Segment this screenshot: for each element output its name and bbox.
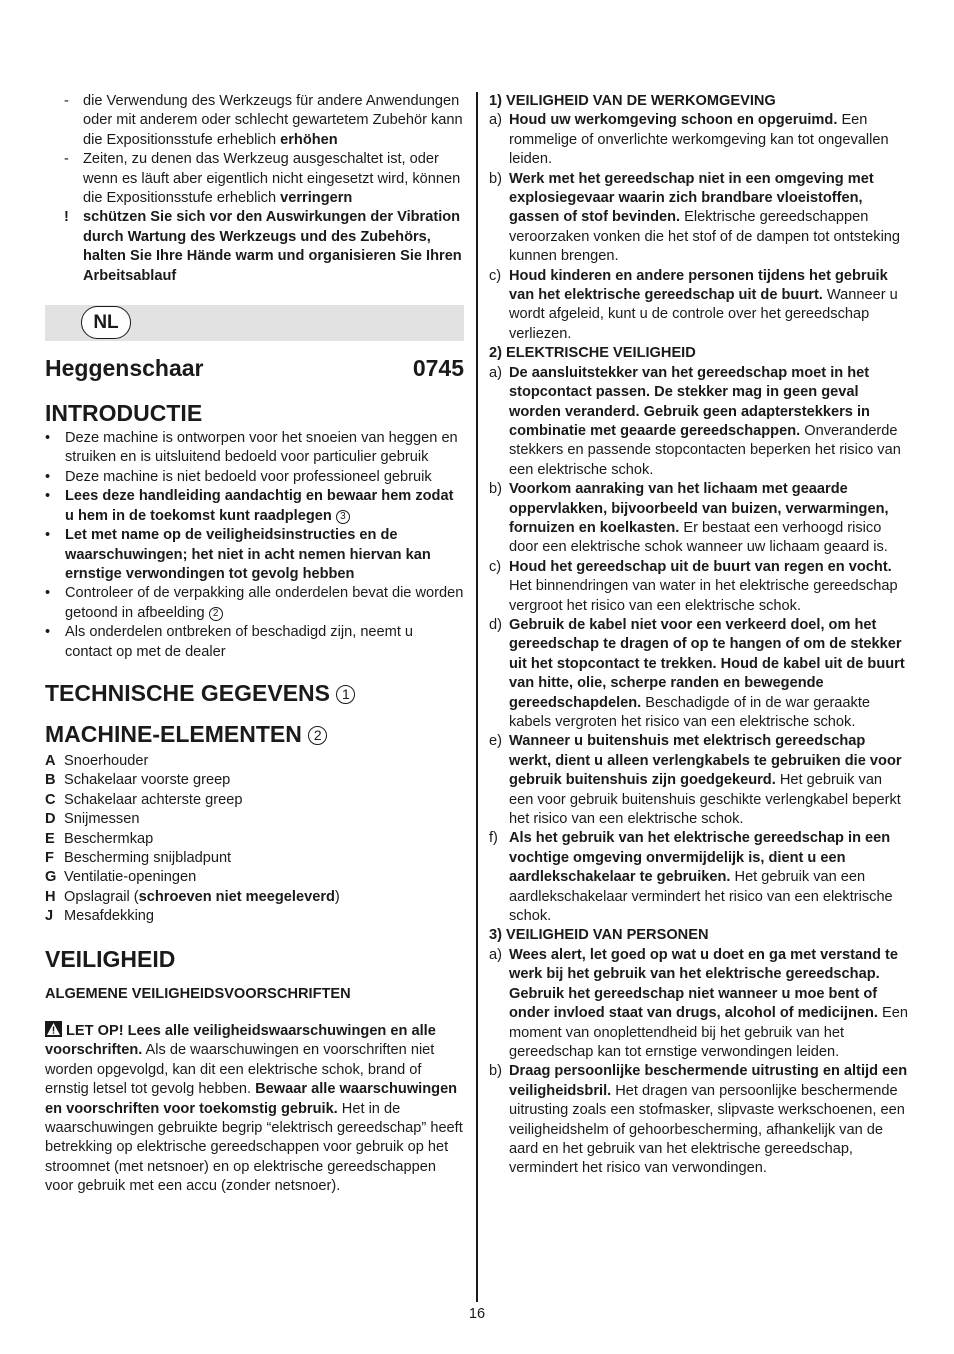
list-item: J Mesafdekking	[45, 908, 155, 925]
product-code: 0745	[412, 355, 464, 382]
list-item: • Deze machine is ontworpen voor het snoeien van heggen en struiken en is uitsluitend bedoeld voor particulier gebruik	[45, 430, 458, 466]
column-divider	[476, 92, 478, 1302]
list-item: B Schakelaar voorste greep	[45, 772, 231, 789]
right-column	[489, 92, 909, 1179]
figure-ref: 3	[336, 510, 350, 524]
list-item: G Ventilatie-openingen	[45, 869, 197, 886]
list-item: • Let met name op de veiligheidsinstructies en de waarschuwingen; het niet in acht nemen hiervan kan ernstige verwondingen tot gevolg hebben	[45, 527, 431, 582]
page-number: 16	[468, 1306, 486, 1322]
list-item: F Bescherming snijbladpunt	[45, 849, 232, 866]
language-badge: NL	[81, 306, 131, 339]
list-item: ! schützen Sie sich vor den Auswirkungen der Vibration durch Wartung des Werkzeugs und des Zubehörs, halten Sie Ihre Hände warm und organisieren Sie Ihren Arbeitsablauf	[64, 209, 462, 284]
exclamation-marker: !	[64, 209, 69, 226]
list-item: a) De aansluitstekker van het gereedschap moet in het stopcontact passen. De stekker mag in geen geval worden veranderd. Gebruik geen adapterstekkers in combinatie met geaarde gereedschappen. Onveranderde stekkers en passende stopcontacten beperken het risico van een elektrische schok.	[489, 364, 901, 478]
list-item: c) Houd kinderen en andere personen tijdens het gebruik van het elektrische gereedschap uit de buurt. Wanneer u wordt afgeleid, kunt u de controle over het gereedschap verliezen.	[489, 267, 898, 342]
product-title-row	[45, 354, 464, 382]
warning-icon	[45, 1021, 62, 1037]
machine-heading: MACHINE-ELEMENTEN 2	[45, 720, 464, 748]
list-item: a) Houd uw werkomgeving schoon en opgeruimd. Een rommelige of onverlichte werkomgeving kan tot ongevallen leiden.	[489, 112, 889, 168]
warning-paragraph: LET OP! Lees alle veiligheidswaarschuwingen en alle voorschriften. Als de waarschuwingen en voorschriften niet worden opgevolgd, kan dit een elektrische schok, brand of ernstig letsel tot gevolg hebben. Bewaar alle waarschuwingen en voorschriften voor toekomstig gebruik. Het in de waarschuwingen gebruikte begrip “elektrisch gereedschap” heeft betrekking op elektrische gereedschappen voor gebruik op het stroomnet (met netsnoer) en op elektrische gereedschappen voor gebruik met een accu (zonder netsnoer).	[45, 1023, 463, 1195]
list-item: D Snijmessen	[45, 811, 140, 828]
left-column	[45, 92, 464, 1197]
list-item: d) Gebruik de kabel niet voor een verkeerd doel, om het gereedschap te dragen of op te hangen of om de stekker uit het stopcontact te trekken. Houd de kabel uit de buurt van hitte, olie, scherpe randen en bewegende gereedschapdelen. Beschadigde of in de war geraakte kabels vergroten het risico van een elektrische schok.	[489, 616, 905, 730]
list-item: H Opslagrail (schroeven niet meegeleverd)	[45, 888, 340, 905]
figure-ref: 1	[336, 685, 355, 704]
section-heading: 2) ELEKTRISCHE VEILIGHEID	[489, 345, 696, 362]
figure-ref: 2	[209, 607, 223, 621]
list-item: a) Wees alert, let goed op wat u doet en ga met verstand te werk bij het gebruik van het elektrische gereedschap. Gebruik het gereedschap niet wanneer u moe bent of onder invloed staat van drugs, alcohol of medicijnen. Een moment van onoplettendheid bij het gebruik van het gereedschap kan tot ernstige verwondingen leiden.	[489, 946, 908, 1060]
list-item: • Lees deze handleiding aandachtig en bewaar hem zodat u hem in de toekomst kunt raadplegen 3	[45, 488, 454, 524]
list-item: b) Werk met het gereedschap niet in een omgeving met explosiegevaar waarin zich brandbare vloeistoffen, gassen of stof bevinden. Elektrische gereedschappen veroorzaken vonken die het stof of de dampen tot ontsteking kunnen brengen.	[489, 170, 901, 265]
list-item: c) Houd het gereedschap uit de buurt van regen en vocht. Het binnendringen van water in het elektrische gereedschap vergroot het risico van een elektrische schok.	[489, 558, 898, 614]
dash-marker: -	[64, 93, 69, 109]
list-item: • Controleer of de verpakking alle onderdelen bevat die worden getoond in afbeelding 2	[45, 585, 464, 621]
figure-ref: 2	[308, 726, 327, 745]
parts-list	[45, 752, 464, 927]
list-item: e) Wanneer u buitenshuis met elektrisch gereedschap werkt, dient u alleen verlengkabels te gebruiken die voor gebruik buitenshuis zijn goedgekeurd. Het gebruik van een voor gebruik buitenshuis geschikte verlengkabel beperkt het risico van een elektrische schok.	[489, 733, 902, 828]
dash-marker: -	[64, 151, 69, 168]
list-item: f) Als het gebruik van het elektrische gereedschap in een vochtige omgeving onvermijdelijk is, dient u een aardlekschakelaar te gebruiken. Het gebruik van een aardlekschakelaar vermindert het risico van een elektrische schok.	[489, 830, 893, 925]
product-title: Heggenschaar	[45, 355, 204, 382]
list-item: E Beschermkap	[45, 830, 154, 847]
list-item: b) Draag persoonlijke beschermende uitrusting en altijd een veiligheidsbril. Het dragen van persoonlijke beschermende uitrusting zoals een stofmasker, slipvaste werkschoenen, een veiligheidshelm of gehoorbescherming, afhankelijk van de aard en het gebruik van het elektrische gereedschap, vermindert het risico van verwondingen.	[489, 1063, 908, 1177]
intro-heading: INTRODUCTIE	[45, 400, 203, 427]
language-bar	[45, 305, 464, 341]
list-item: C Schakelaar achterste greep	[45, 791, 243, 808]
general-heading: ALGEMENE VEILIGHEIDSVOORSCHRIFTEN	[45, 985, 351, 1002]
list-item: A Snoerhouder	[45, 752, 149, 769]
list-item: • Deze machine is niet bedoeld voor professioneel gebruik	[45, 468, 432, 485]
tech-heading: TECHNISCHE GEGEVENS 1	[45, 679, 464, 707]
intro-list	[45, 429, 464, 662]
list-item: b) Voorkom aanraking van het lichaam met geaarde oppervlakken, bijvoorbeeld van buizen, verwarmingen, fornuizen en koelkasten. Er bestaat een verhoogd risico door een elektrische schok wanneer uw lichaam geaard is.	[489, 481, 889, 556]
dash-list	[45, 92, 464, 286]
list-item: - Zeiten, zu denen das Werkzeug ausgeschaltet ist, oder wenn es läuft aber eigentlich nicht eingesetzt wird, können die Expositionsstufe erheblich verringern	[64, 151, 461, 207]
safety-heading: VEILIGHEID	[45, 945, 176, 972]
section-heading: 1) VEILIGHEID VAN DE WERKOMGEVING	[489, 93, 776, 109]
list-item: - die Verwendung des Werkzeugs für andere Anwendungen oder mit anderem oder schlecht gewartetem Zubehör kann die Expositionsstufe erheblich erhöhen	[64, 93, 463, 148]
section-heading: 3) VEILIGHEID VAN PERSONEN	[489, 927, 709, 944]
list-item: • Als onderdelen ontbreken of beschadigd zijn, neemt u contact op met de dealer	[45, 624, 414, 660]
